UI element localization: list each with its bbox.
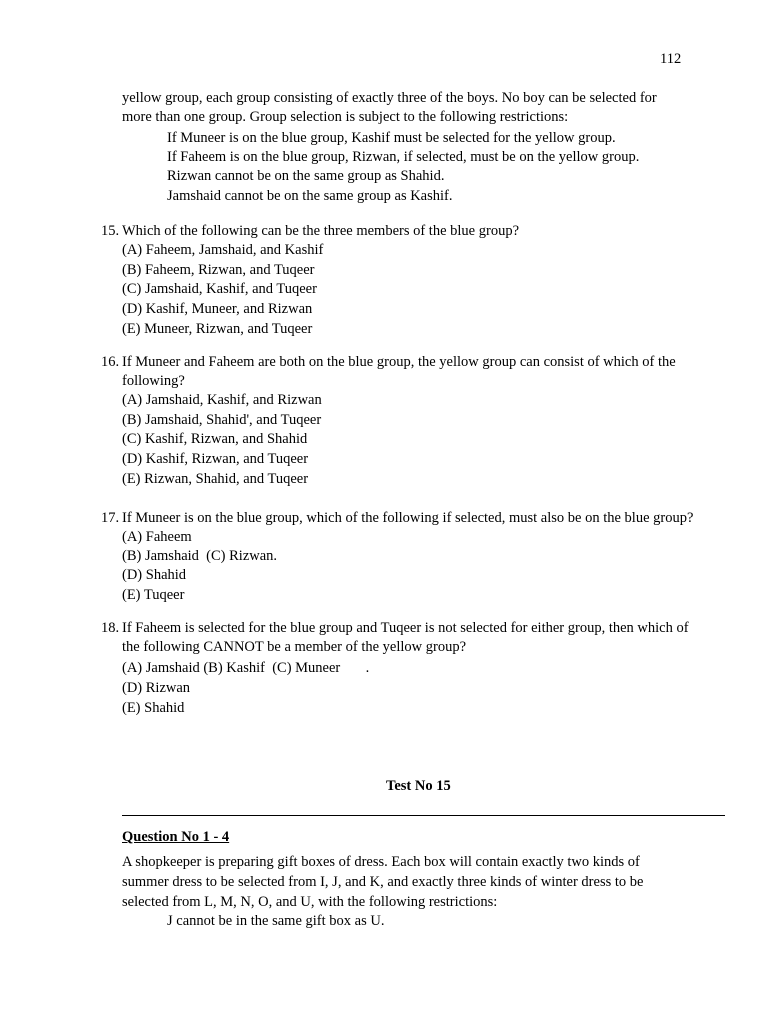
answer-option: (C) Jamshaid, Kashif, and Tuqeer (122, 281, 317, 297)
intro-rule: Rizwan cannot be on the same group as Shahid. (167, 168, 445, 184)
question-stem: the following CANNOT be a member of the yellow group? (122, 639, 467, 655)
intro-rule: If Muneer is on the blue group, Kashif must be selected for the yellow group. (167, 130, 616, 146)
answer-option: (A) Faheem (122, 529, 192, 545)
answer-option: (D) Shahid (122, 567, 187, 583)
answer-option: (B) Jamshaid, Shahid', and Tuqeer (122, 412, 322, 428)
test-title: Test No 15 (386, 778, 451, 794)
intro-rule: Jamshaid cannot be on the same group as Kashif. (167, 188, 453, 204)
question-number: 15. (101, 223, 120, 239)
answer-option: (E) Shahid (122, 700, 185, 716)
page-number: 112 (660, 51, 682, 67)
answer-option: (C) Kashif, Rizwan, and Shahid (122, 431, 308, 447)
passage-line: selected from L, M, N, O, and U, with the following restrictions: (122, 894, 498, 910)
section-heading: Question No 1 - 4 (122, 829, 230, 845)
answer-option: (D) Kashif, Rizwan, and Tuqeer (122, 451, 309, 467)
question-stem: following? (122, 373, 185, 389)
answer-option: (D) Kashif, Muneer, and Rizwan (122, 301, 313, 317)
answer-option: (A) Faheem, Jamshaid, and Kashif (122, 242, 324, 258)
answer-option: (E) Muneer, Rizwan, and Tuqeer (122, 321, 313, 337)
answer-option: (A) Jamshaid, Kashif, and Rizwan (122, 392, 322, 408)
passage-rule: J cannot be in the same gift box as U. (167, 913, 385, 929)
answer-option: (B) Faheem, Rizwan, and Tuqeer (122, 262, 315, 278)
answer-option: (E) Tuqeer (122, 587, 185, 603)
answer-option: (B) Jamshaid (C) Rizwan. (122, 548, 278, 564)
question-number: 17. (101, 510, 120, 526)
passage-line: A shopkeeper is preparing gift boxes of dress. Each box will contain exactly two kinds of (122, 854, 640, 870)
question-stem: If Muneer and Faheem are both on the blue group, the yellow group can consist of which of the (122, 354, 676, 370)
answer-option: (D) Rizwan (122, 680, 191, 696)
question-stem: If Muneer is on the blue group, which of the following if selected, must also be on the blue group? (122, 510, 694, 526)
intro-line: more than one group. Group selection is subject to the following restrictions: (122, 109, 569, 125)
intro-rule: If Faheem is on the blue group, Rizwan, if selected, must be on the yellow group. (167, 149, 640, 165)
question-stem: Which of the following can be the three members of the blue group? (122, 223, 520, 239)
question-number: 16. (101, 354, 120, 370)
question-number: 18. (101, 620, 120, 636)
passage-line: summer dress to be selected from I, J, and K, and exactly three kinds of winter dress to be (122, 874, 644, 890)
answer-option: (E) Rizwan, Shahid, and Tuqeer (122, 471, 309, 487)
answer-option: (A) Jamshaid (B) Kashif (C) Muneer . (122, 660, 370, 676)
question-stem: If Faheem is selected for the blue group and Tuqeer is not selected for either group, then which of (122, 620, 689, 636)
intro-line: yellow group, each group consisting of exactly three of the boys. No boy can be selected for (122, 90, 657, 106)
horizontal-rule (122, 815, 725, 816)
